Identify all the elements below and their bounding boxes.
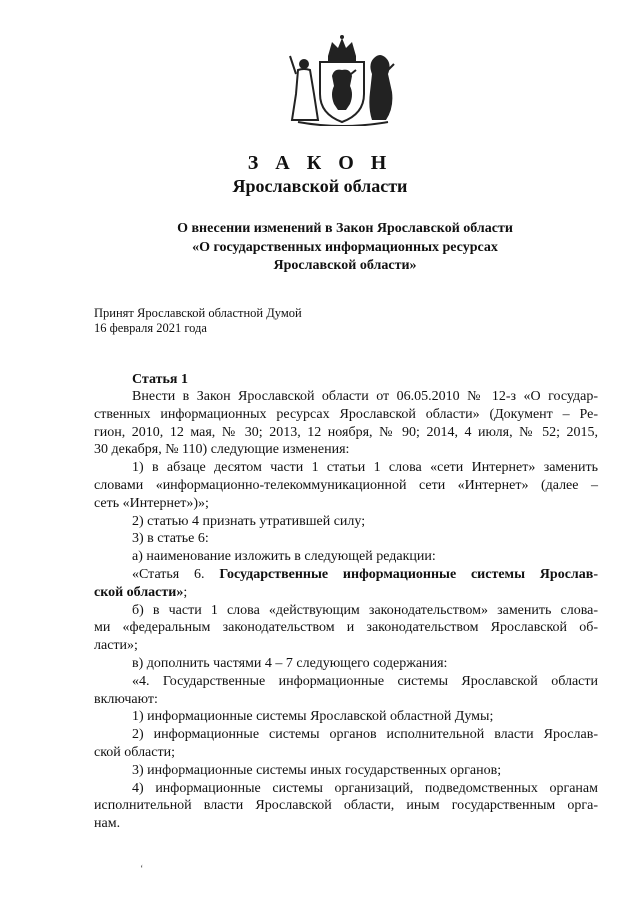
- text-line: ственных информационных ресурсах Ярославской области» (Документ – Ре-: [94, 406, 598, 422]
- text-line: 2) информационные системы органов исполнительной власти Ярослав-: [132, 727, 598, 743]
- text-line: 1) информационные системы Ярославской областной Думы;: [132, 709, 494, 725]
- text-line: словами «информационно-телекоммуникационной сети «Интернет» (далее –: [94, 477, 598, 493]
- page-mark: ʻ: [140, 864, 144, 875]
- law-title: З А К О Н: [247, 152, 393, 174]
- text-line: ласти»;: [94, 638, 138, 654]
- article-6-name: Государственные информационные системы Ярослав-: [219, 566, 598, 582]
- text-line: а) наименование изложить в следующей редакции:: [132, 549, 436, 565]
- crown-icon: [328, 35, 356, 61]
- text-line: 3) информационные системы иных государственных органов;: [132, 762, 502, 778]
- article-title: Статья 1: [132, 372, 188, 387]
- adoption-note: [94, 306, 302, 336]
- law-region: Ярославской области: [232, 176, 408, 196]
- subject-line: «О государственных информационных ресурсах: [192, 239, 498, 255]
- article-6-title-line: [94, 584, 598, 602]
- adoption-date: 16 февраля 2021 года: [94, 321, 207, 335]
- text-line: гион, 2010, 12 мая, № 30; 2013, 12 ноября, № 90; 2014, 4 июля, № 52; 2015,: [94, 424, 598, 440]
- article-6-prefix: «Статья 6.: [132, 566, 220, 582]
- supporter-right-icon: [369, 55, 394, 120]
- text-line: 3) в статье 6:: [132, 531, 209, 547]
- text-line: нам.: [94, 816, 121, 832]
- text-line: 30 декабря, № 110) следующие изменения:: [94, 442, 350, 458]
- article-body: [94, 388, 598, 833]
- text-line: ской области;: [94, 744, 175, 760]
- text-line: ми «федеральным законодательством и законодательством Ярославской об-: [94, 620, 598, 636]
- text-line: в) дополнить частями 4 – 7 следующего содержания:: [132, 655, 448, 671]
- article-6-suffix: ;: [183, 584, 188, 600]
- subject-line: О внесении изменений в Закон Ярославской области: [177, 221, 513, 236]
- text-line: включают:: [94, 691, 158, 707]
- text-line: Внести в Закон Ярославской области от 06.05.2010 № 12-з «О государ-: [132, 389, 598, 404]
- supporter-left-icon: [290, 56, 318, 120]
- coat-of-arms-emblem: [288, 34, 396, 126]
- law-subject: [0, 220, 640, 276]
- subject-line: Ярославской области»: [273, 258, 417, 273]
- adoption-body: Принят Ярославской областной Думой: [94, 306, 302, 320]
- text-line: сеть «Интернет»)»;: [94, 495, 209, 511]
- text-line: 2) статью 4 признать утратившей силу;: [132, 513, 366, 529]
- article-6-title-line: [94, 566, 598, 584]
- text-line: 4) информационные системы организаций, подведомственных органам: [132, 780, 598, 796]
- text-line: 1) в абзаце десятом части 1 статьи 1 слова «сети Интернет» заменить: [132, 460, 598, 476]
- text-line: «4. Государственные информационные системы Ярославской области: [132, 673, 598, 689]
- article-6-name-end: ской области»: [94, 584, 184, 600]
- text-line: исполнительной власти Ярославской области, иным государственным орга-: [94, 798, 598, 814]
- text-line: б) в части 1 слова «действующим законодательством» заменить слова-: [132, 602, 598, 618]
